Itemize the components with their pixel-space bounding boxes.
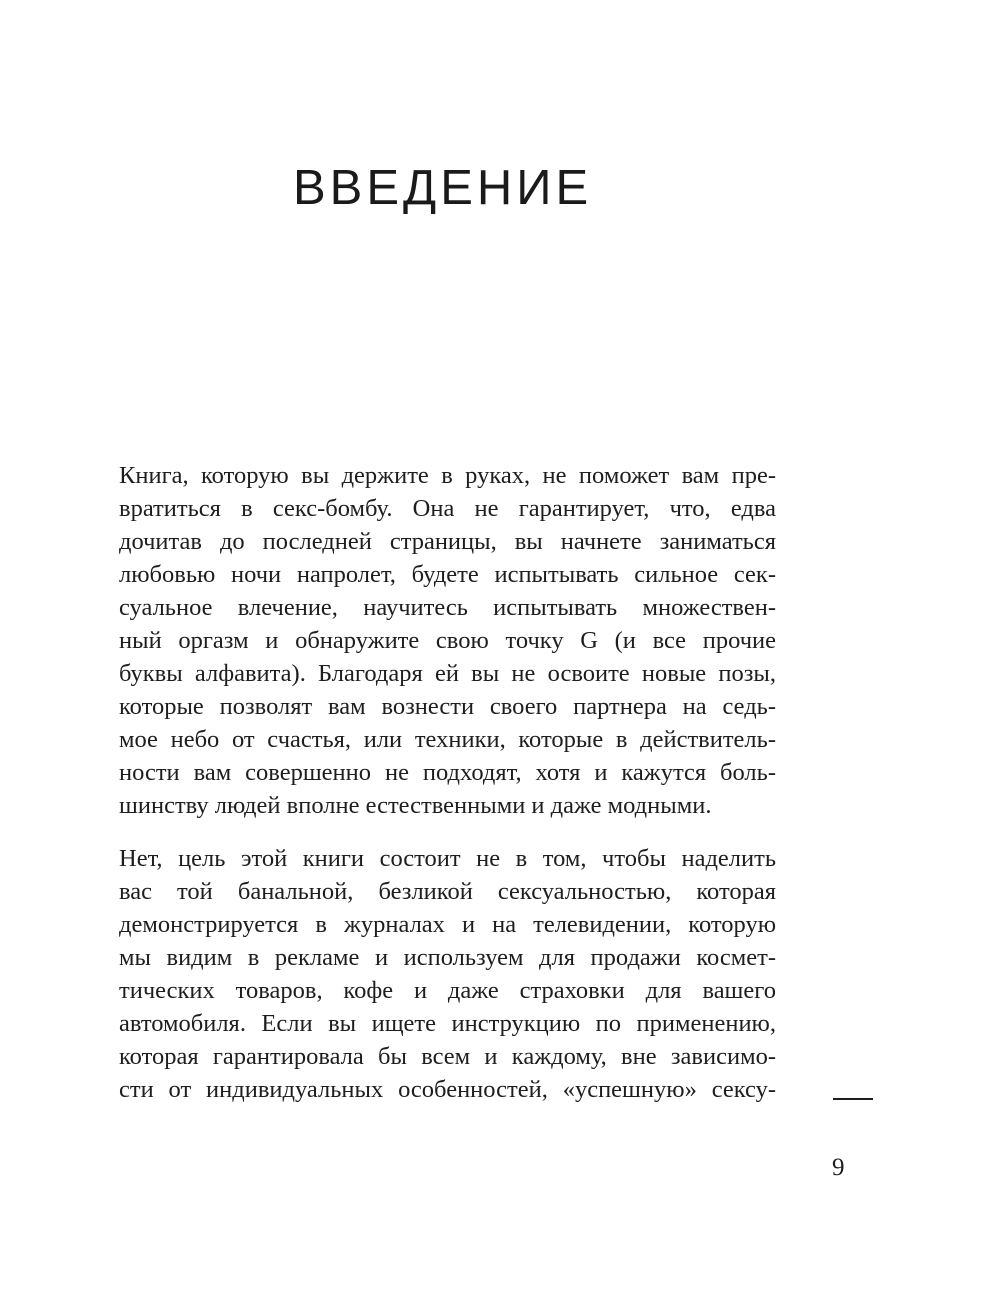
chapter-title: ВВЕДЕНИЕ <box>293 161 593 215</box>
text-line: тических товаров, кофе и даже страховки для вашего <box>119 977 776 1004</box>
text-line: демонстрируется в журналах и на телевидении, которую <box>119 911 776 938</box>
text-line: шинству людей вполне естественными и даже модными. <box>119 792 712 819</box>
text-line: ный оргазм и обнаружите свою точку G (и все прочие <box>119 627 776 654</box>
text-line: любовью ночи напролет, будете испытывать сильное сек- <box>119 561 776 588</box>
text-line: которые позволят вам вознести своего партнера на седь- <box>119 693 776 720</box>
text-line: Нет, цель этой книги состоит не в том, чтобы наделить <box>119 845 776 872</box>
text-line: сти от индивидуальных особенностей, «успешную» сексу- <box>119 1076 776 1103</box>
text-line: суальное влечение, научитесь испытывать множествен- <box>119 594 776 621</box>
text-line: вас той банальной, безликой сексуальностью, которая <box>119 878 776 905</box>
page-number: 9 <box>832 1154 845 1181</box>
body-text <box>119 459 776 1106</box>
text-line: мое небо от счастья, или техники, которые в действитель- <box>119 726 776 753</box>
text-line: Книга, которую вы держите в руках, не поможет вам пре- <box>119 462 776 489</box>
text-line: дочитав до последней страницы, вы начнете заниматься <box>119 528 776 555</box>
paragraph-2 <box>119 842 776 1106</box>
footer-rule <box>833 1098 873 1100</box>
text-line: буквы алфавита). Благодаря ей вы не освоите новые позы, <box>119 660 776 687</box>
text-line: которая гарантировала бы всем и каждому, вне зависимо- <box>119 1043 776 1070</box>
text-line: ности вам совершенно не подходят, хотя и кажутся боль- <box>119 759 776 786</box>
paragraph-1 <box>119 459 776 822</box>
text-line: вратиться в секс-бомбу. Она не гарантирует, что, едва <box>119 495 776 522</box>
text-line: автомобиля. Если вы ищете инструкцию по применению, <box>119 1010 776 1037</box>
text-line: мы видим в рекламе и используем для продажи космет- <box>119 944 776 971</box>
